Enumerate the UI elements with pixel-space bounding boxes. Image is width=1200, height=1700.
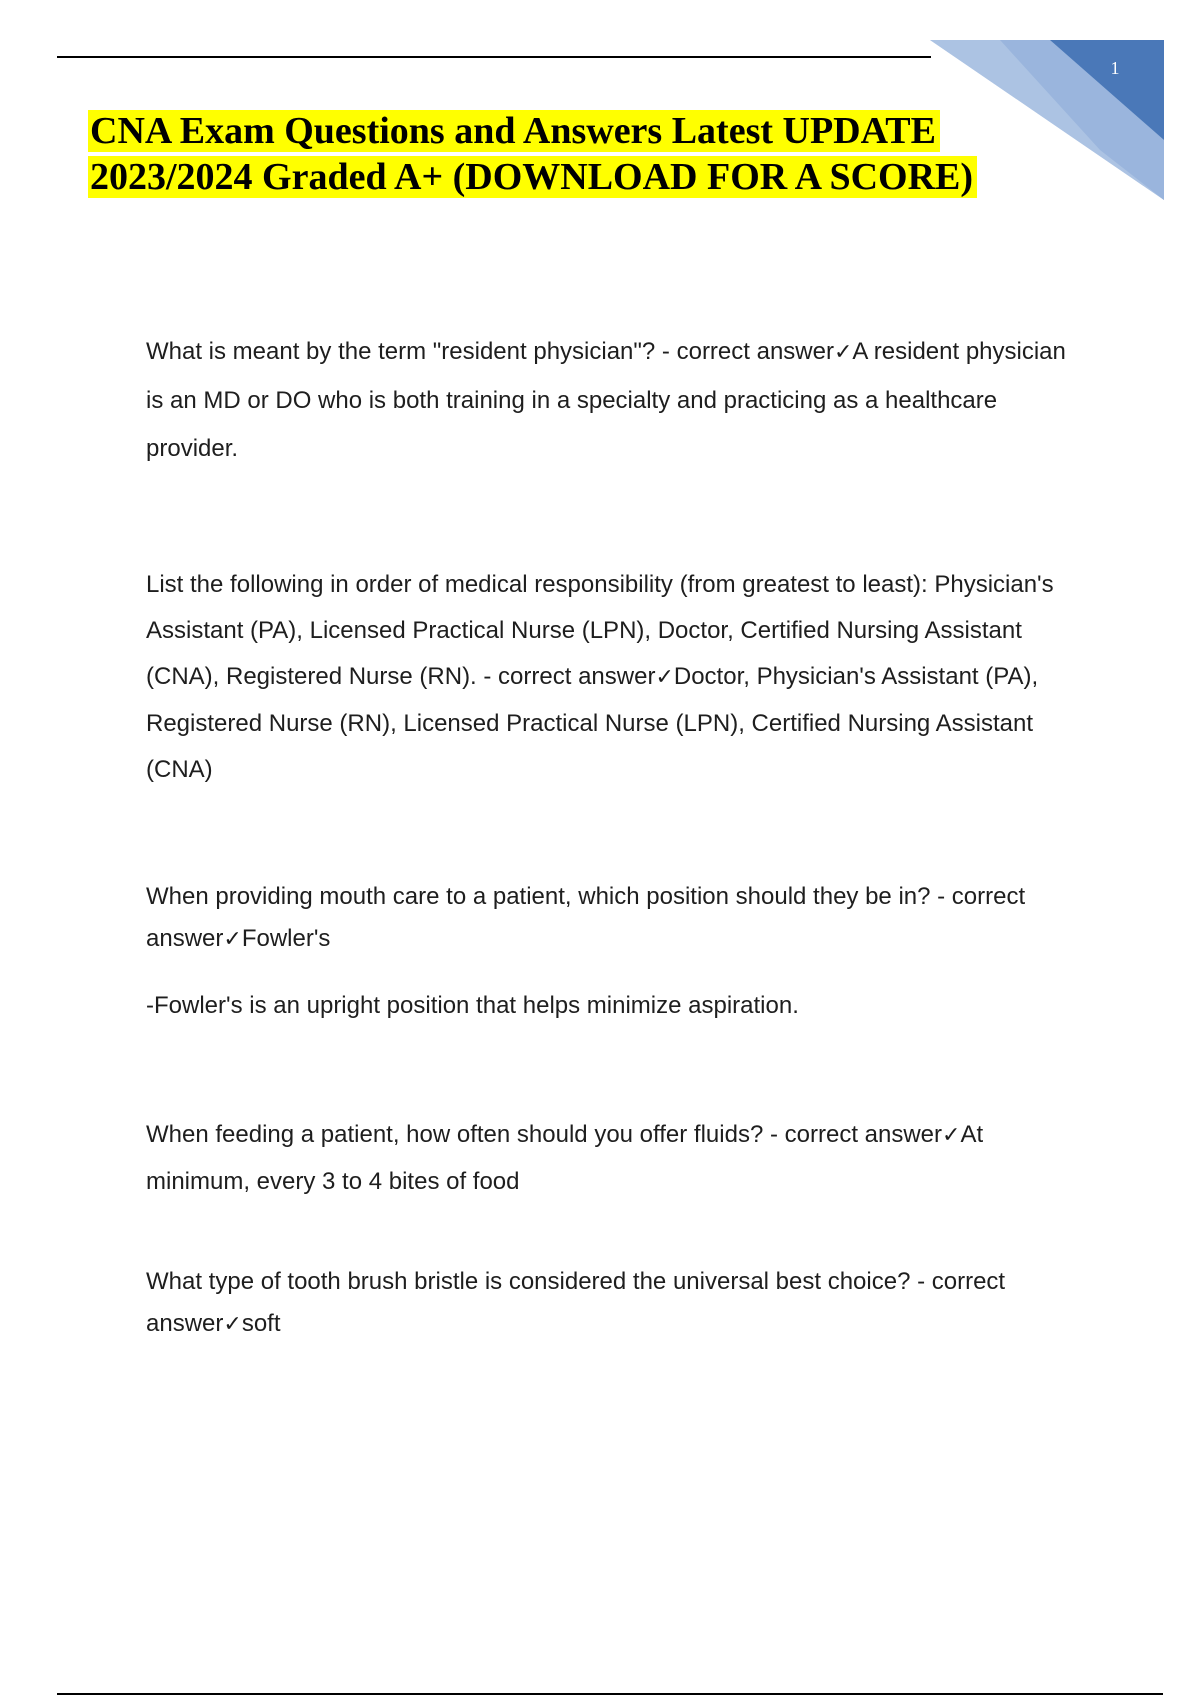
checkmark-icon: ✓ xyxy=(223,1312,242,1337)
footer-rule xyxy=(57,1693,1163,1695)
checkmark-icon: ✓ xyxy=(223,927,242,952)
question-text: What type of tooth brush bristle is considered the universal best choice? - correct answer xyxy=(146,1268,1006,1337)
checkmark-icon: ✓ xyxy=(942,1123,961,1148)
answer-text: Fowler's xyxy=(241,925,331,952)
qa-item xyxy=(146,1261,1066,1346)
qa-text xyxy=(146,876,1066,961)
page-number: 1 xyxy=(1110,58,1120,78)
checkmark-icon: ✓ xyxy=(833,340,853,365)
qa-text xyxy=(146,328,1066,473)
qa-item xyxy=(146,876,1066,1027)
answer-note: -Fowler's is an upright position that helps minimize aspiration. xyxy=(146,992,799,1019)
question-text: List the following in order of medical responsibility (from greatest to least): Physician's Assistant (PA), Licensed Practical Nurse (LPN), Doctor, Certified Nursing Assistant (CNA), Registered Nurse (RN). - correct answer xyxy=(146,571,1054,690)
qa-text xyxy=(146,562,1066,793)
qa-item xyxy=(146,562,1066,793)
title-line-1: CNA Exam Questions and Answers Latest UPDATE xyxy=(88,110,940,152)
answer-text: Doctor, Physician's Assistant (PA), Registered Nurse (RN), Licensed Practical Nurse (LPN), Certified Nursing Assistant (CNA) xyxy=(146,663,1039,783)
answer-text: At minimum, every 3 to 4 bites of food xyxy=(146,1121,984,1195)
checkmark-icon: ✓ xyxy=(655,665,674,690)
question-text: When providing mouth care to a patient, which position should they be in? - correct answer xyxy=(146,883,1026,952)
answer-text: A resident physician is an MD or DO who is both training in a specialty and practicing as a healthcare provider. xyxy=(146,338,1066,462)
question-text: What is meant by the term "resident physician"? - correct answer xyxy=(146,338,834,365)
question-text: When feeding a patient, how often should you offer fluids? - correct answer xyxy=(146,1121,943,1148)
header-rule xyxy=(57,56,931,58)
qa-text xyxy=(146,1112,1066,1205)
title-line-2: 2023/2024 Graded A+ (DOWNLOAD FOR A SCORE) xyxy=(88,156,977,198)
qa-item xyxy=(146,328,1066,473)
answer-text: soft xyxy=(241,1310,281,1337)
qa-text xyxy=(146,1261,1066,1346)
document-title xyxy=(88,108,1048,200)
qa-item xyxy=(146,1112,1066,1205)
